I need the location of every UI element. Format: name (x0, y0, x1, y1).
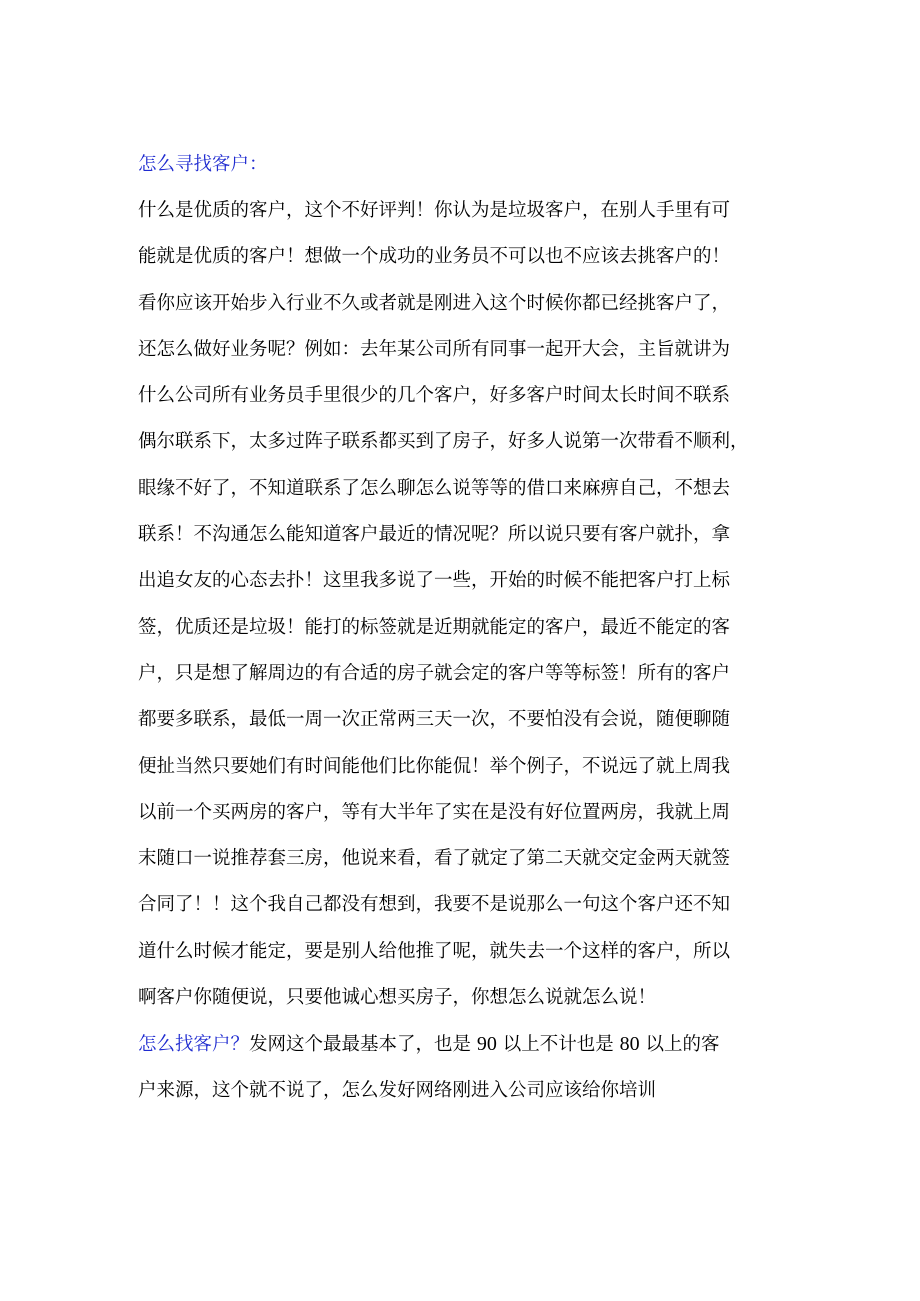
section2-line-1 (138, 1027, 798, 1061)
section2-text-a: 发网这个最最基本了，也是 (249, 1034, 477, 1056)
document-page (138, 148, 798, 1120)
section2-text-c: 以上的客 (639, 1034, 720, 1056)
paragraph-line: 偶尔联系下，太多过阵子联系都买到了房子，好多人说第一次带看不顺利， (138, 431, 749, 453)
paragraph-line: 道什么时候才能定，要是别人给他推了呢，就失去一个这样的客户，所以 (138, 940, 731, 962)
paragraph-line: 出追女友的心态去扑！这里我多说了一些，开始的时候不能把客户打上标 (138, 570, 731, 592)
section-heading-find-customers: 怎么寻找客户： (138, 154, 268, 175)
paragraph-line: 什么公司所有业务员手里很少的几个客户，好多客户时间太长时间不联系 (138, 385, 731, 407)
paragraph-line: 能就是优质的客户！想做一个成功的业务员不可以也不应该去挑客户的！ (138, 246, 731, 268)
paragraph-line: 啊客户你随便说，只要他诚心想买房子，你想怎么说就怎么说！ (138, 987, 657, 1009)
section2-lead: 怎么找客户？ (138, 1034, 250, 1056)
section2-number-90: 90 (476, 1033, 497, 1056)
paragraph-line: 签，优质还是垃圾！能打的标签就是近期就能定的客户，最近不能定的客 (138, 616, 731, 638)
paragraph-line: 还怎么做好业务呢？例如：去年某公司所有同事一起开大会，主旨就讲为 (138, 338, 731, 360)
paragraph-line: 看你应该开始步入行业不久或者就是刚进入这个时候你都已经挑客户了， (138, 292, 731, 314)
section2-line-2: 户来源，这个就不说了，怎么发好网络刚进入公司应该给你培训 (138, 1079, 657, 1101)
paragraph-line: 户，只是想了解周边的有合适的房子就会定的客户等等标签！所有的客户 (138, 662, 731, 684)
section2-number-80: 80 (619, 1033, 640, 1056)
paragraph-line: 联系！不沟通怎么能知道客户最近的情况呢？所以说只要有客户就扑，拿 (138, 524, 731, 546)
paragraph-line: 合同了！！这个我自己都没有想到，我要不是说那么一句这个客户还不知 (138, 894, 731, 916)
paragraph-line: 都要多联系，最低一周一次正常两三天一次，不要怕没有会说，随便聊随 (138, 709, 731, 731)
paragraph-line: 眼缘不好了，不知道联系了怎么聊怎么说等等的借口来麻痹自己，不想去 (138, 477, 731, 499)
body-paragraph (138, 194, 798, 1015)
section2-text-b: 以上不计也是 (496, 1034, 620, 1056)
paragraph-line: 便扯当然只要她们有时间能他们比你能侃！举个例子，不说远了就上周我 (138, 755, 731, 777)
paragraph-line: 末随口一说推荐套三房，他说来看，看了就定了第二天就交定金两天就签 (138, 848, 731, 870)
paragraph-line: 什么是优质的客户，这个不好评判！你认为是垃圾客户，在别人手里有可 (138, 200, 731, 221)
paragraph-line: 以前一个买两房的客户，等有大半年了实在是没有好位置两房，我就上周 (138, 801, 731, 823)
